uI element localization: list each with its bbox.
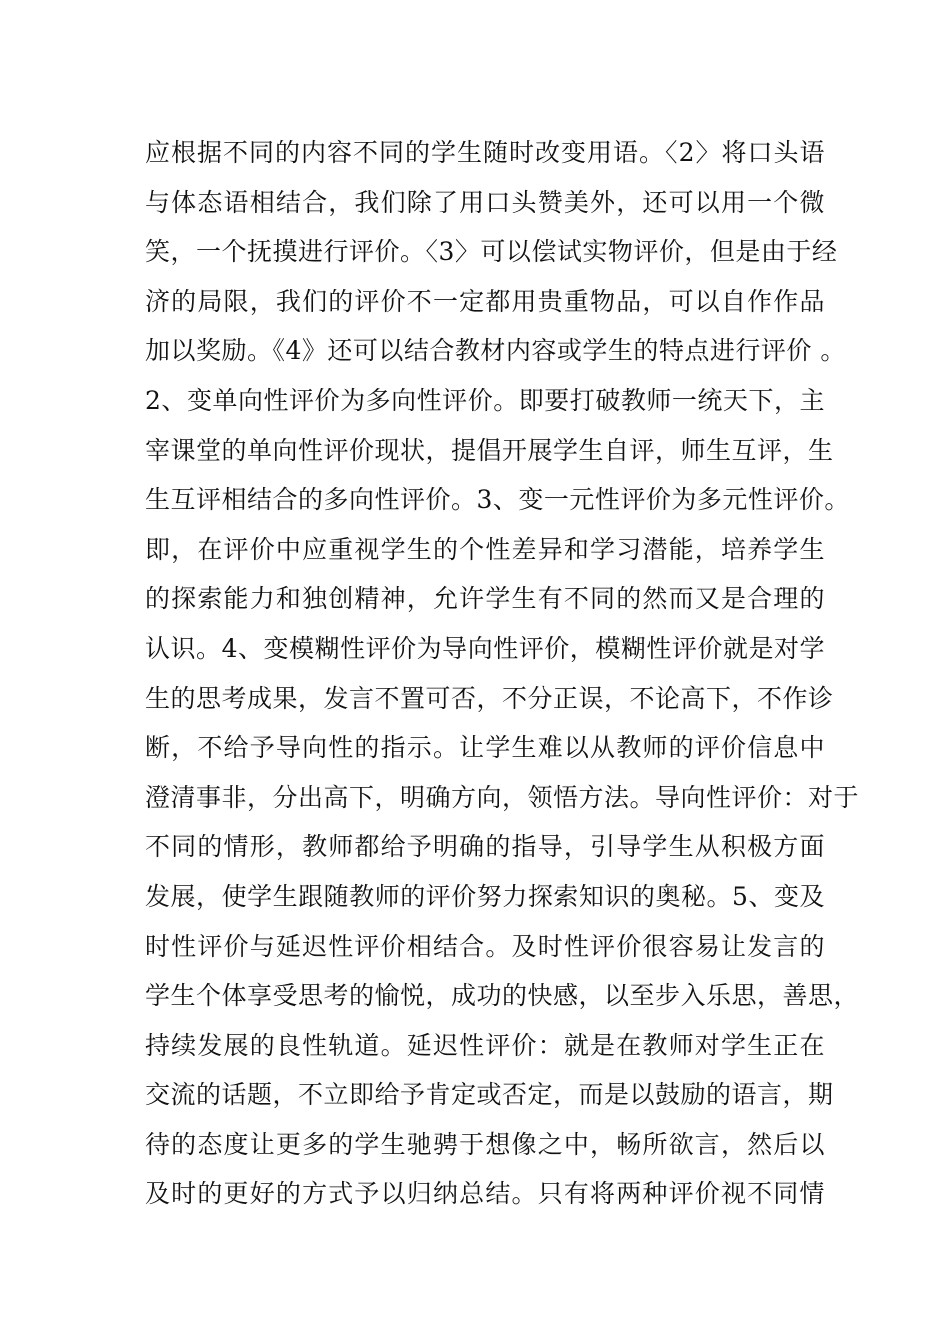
text-line-11: 认识。4、变模糊性评价为导向性评价，模糊性评价就是对学 <box>145 633 825 663</box>
text-line-17: 时性评价与延迟性评价相结合。及时性评价很容易让发言的 <box>145 931 825 961</box>
text-line-14: 澄清事非，分出高下，明确方向，领悟方法。导向性评价：对于 <box>145 782 860 812</box>
text-line-4: 济的局限，我们的评价不一定都用贵重物品，可以自作作品 <box>145 286 825 316</box>
text-line-21: 待的态度让更多的学生驰骋于想像之中，畅所欲言，然后以 <box>145 1129 825 1159</box>
text-line-9: 即，在评价中应重视学生的个性差异和学习潜能，培养学生 <box>145 534 825 564</box>
text-line-8: 生互评相结合的多向性评价。3、变一元性评价为多元性评价。 <box>145 485 850 515</box>
text-line-12: 生的思考成果，发言不置可否，不分正误，不论高下，不作诊 <box>145 683 834 713</box>
text-line-1: 应根据不同的内容不同的学生随时改变用语。〈2〉将口头语 <box>145 138 825 167</box>
text-line-13: 断，不给予导向性的指示。让学生难以从教师的评价信息中 <box>145 733 825 763</box>
text-line-5: 加以奖励。《4》还可以结合教材内容或学生的特点进行评价 。 <box>145 336 846 366</box>
text-line-15: 不同的情形，教师都给予明确的指导，引导学生从积极方面 <box>145 832 825 862</box>
body-text <box>145 128 860 1219</box>
text-line-10: 的探索能力和独创精神，允许学生有不同的然而又是合理的 <box>145 584 825 614</box>
text-line-20: 交流的话题，不立即给予肯定或否定，而是以鼓励的语言，期 <box>145 1080 834 1110</box>
text-line-7: 宰课堂的单向性评价现状，提倡开展学生自评，师生互评，生 <box>145 435 834 465</box>
text-line-22: 及时的更好的方式予以归纳总结。只有将两种评价视不同情 <box>145 1179 825 1209</box>
text-line-18: 学生个体享受思考的愉悦，成功的快感，以至步入乐思，善思， <box>145 981 860 1011</box>
text-line-19: 持续发展的良性轨道。延迟性评价：就是在教师对学生正在 <box>145 1030 825 1060</box>
text-line-3: 笑，一个抚摸进行评价。〈3〉可以偿试实物评价，但是由于经 <box>145 237 838 267</box>
text-line-6: 2、变单向性评价为多向性评价。即要打破教师一统天下，主 <box>145 385 825 415</box>
text-line-2: 与体态语相结合，我们除了用口头赞美外，还可以用一个微 <box>145 187 825 217</box>
text-line-16: 发展，使学生跟随教师的评价努力探索知识的奥秘。5、变及 <box>145 881 825 911</box>
